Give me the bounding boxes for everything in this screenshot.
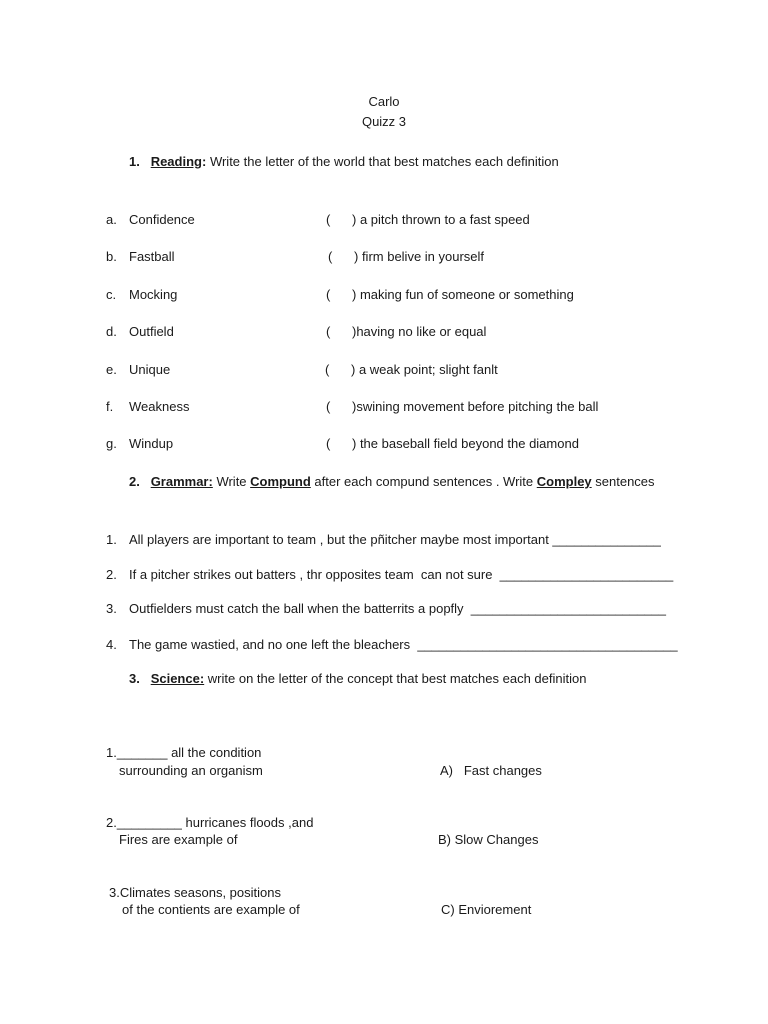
section2-text3: sentences xyxy=(591,474,655,489)
science-line2: Fires are example of xyxy=(119,832,238,847)
section2-number: 2. xyxy=(129,474,140,489)
reading-paren: ( xyxy=(326,399,331,414)
grammar-sentence: All players are important to team , but the pñitcher maybe most important _______________ xyxy=(129,532,661,547)
reading-letter: d. xyxy=(106,324,117,339)
science-line1: 3.Climates seasons, positions xyxy=(109,885,281,900)
reading-letter: f. xyxy=(106,399,114,414)
section1-title: Reading xyxy=(150,154,202,169)
grammar-number: 3. xyxy=(106,601,117,616)
reading-paren: ( xyxy=(326,324,331,339)
reading-paren: ( xyxy=(325,362,330,377)
section2-heading xyxy=(129,474,655,490)
reading-letter: g. xyxy=(106,436,117,451)
section2-text1: Write xyxy=(212,474,251,489)
reading-definition: )swining movement before pitching the ball xyxy=(352,399,599,414)
science-option: A) Fast changes xyxy=(440,763,542,778)
reading-paren: ( xyxy=(326,436,331,451)
section3-heading xyxy=(129,671,586,687)
reading-word: Windup xyxy=(129,436,174,451)
reading-definition: )having no like or equal xyxy=(352,324,487,339)
reading-word: Fastball xyxy=(129,249,175,264)
section2-text2: after each compund sentences . Write xyxy=(310,474,537,489)
student-name: Carlo xyxy=(368,94,400,109)
reading-definition: ) the baseball field beyond the diamond xyxy=(352,436,579,451)
section1-colon: : xyxy=(201,154,207,169)
grammar-number: 2. xyxy=(106,567,117,582)
section3-title: Science: xyxy=(150,671,205,686)
section1-instruction: Write the letter of the world that best matches each definition xyxy=(206,154,559,169)
science-option: C) Enviorement xyxy=(441,902,532,917)
science-line1: 2._________ hurricanes floods ,and xyxy=(106,815,314,830)
reading-letter: b. xyxy=(106,249,117,264)
reading-letter: c. xyxy=(106,287,117,302)
reading-paren: ( xyxy=(326,287,331,302)
reading-paren: ( xyxy=(326,212,331,227)
section3-number: 3. xyxy=(129,671,140,686)
section2-word-compound: Compund xyxy=(250,474,311,489)
science-line1: 1._______ all the condition xyxy=(106,745,262,760)
grammar-number: 1. xyxy=(106,532,117,547)
reading-letter: e. xyxy=(106,362,117,377)
reading-word: Outfield xyxy=(129,324,174,339)
section2-title: Grammar: xyxy=(150,474,213,489)
reading-letter: a. xyxy=(106,212,117,227)
reading-definition: ) firm belive in yourself xyxy=(354,249,485,264)
section2-word-complex: Compley xyxy=(536,474,592,489)
reading-paren: ( xyxy=(328,249,333,264)
science-option: B) Slow Changes xyxy=(438,832,539,847)
science-line2: of the contients are example of xyxy=(122,902,300,917)
reading-definition: ) making fun of someone or something xyxy=(352,287,574,302)
science-line2: surrounding an organism xyxy=(119,763,263,778)
section1-heading xyxy=(129,154,559,170)
grammar-sentence: The game wastied, and no one left the bleachers ____________________________________ xyxy=(129,637,678,652)
reading-definition: ) a pitch thrown to a fast speed xyxy=(352,212,530,227)
section3-instruction: write on the letter of the concept that best matches each definition xyxy=(204,671,587,686)
reading-word: Weakness xyxy=(129,399,190,414)
reading-word: Confidence xyxy=(129,212,195,227)
reading-definition: ) a weak point; slight fanlt xyxy=(351,362,498,377)
grammar-sentence: If a pitcher strikes out batters , thr opposites team can not sure ________________________ xyxy=(129,567,674,582)
quiz-title: Quizz 3 xyxy=(361,114,407,129)
reading-word: Mocking xyxy=(129,287,178,302)
grammar-number: 4. xyxy=(106,637,117,652)
grammar-sentence: Outfielders must catch the ball when the batterrits a popfly ___________________________ xyxy=(129,601,666,616)
reading-word: Unique xyxy=(129,362,171,377)
section1-number: 1. xyxy=(129,154,140,169)
